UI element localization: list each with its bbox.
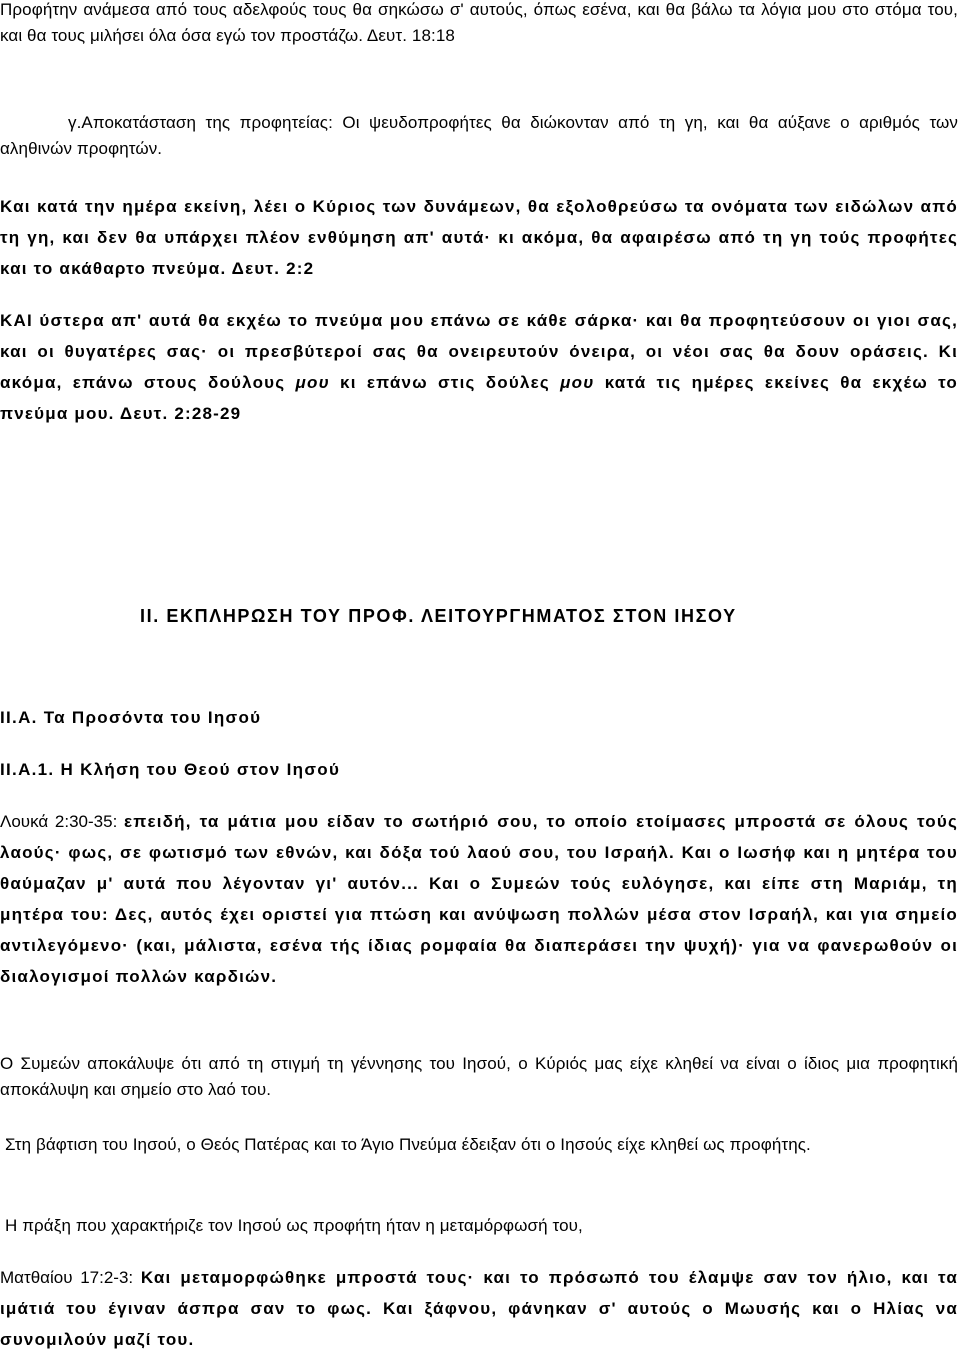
emphasis-mou: μου xyxy=(295,373,330,392)
subsubsection-heading: ΙΙ.Α.1. Η Κλήση του Θεού στον Ιησού xyxy=(0,760,341,779)
scripture-quote: Και μεταμορφώθηκε μπροστά τους· και το πρόσωπό του έλαμψε σαν τον ήλιο, και τα ιμάτιά του έγιναν άσπρα σαν το φως. Και ξάφνου, φάνηκαν σ' αυτούς ο Μωυσής και ο Ηλίας να συνομιλούν μαζί του. xyxy=(0,1268,958,1349)
paragraph-transfiguration xyxy=(0,1213,958,1239)
paragraph-simeon xyxy=(0,1051,958,1103)
scripture-reference: Ματθαίου 17:2-3: xyxy=(0,1268,141,1287)
paragraph-baptism xyxy=(0,1132,958,1158)
paragraph-text: γ.Αποκατάσταση της προφητείας: Οι ψευδοπροφήτες θα διώκονταν από τη γη, και θα αύξανε ο αριθμός των αληθινών προφητών. xyxy=(0,113,958,158)
scripture-reference: Λουκά 2:30-35: xyxy=(0,812,124,831)
paragraph-luke-2-30 xyxy=(0,806,958,992)
quote-text-part-1: ΚΑΙ ύστερα απ' αυτά θα εκχέω το πνεύμα μου επάνω σε κάθε σάρκα· και θα προφητεύσουν οι γιοι σας, και οι θυγατέρες σας· οι πρεσβύτεροί σας θα ονειρευτούν όνειρα, οι νέοι σας θα δουν οράσεις. Κι ακόμα, επάνω στους δούλους xyxy=(0,311,958,392)
subsection-heading: ΙΙ.Α. Τα Προσόντα του Ιησού xyxy=(0,708,262,727)
paragraph-quote-spirit xyxy=(0,305,958,429)
paragraph-matthew-17-2 xyxy=(0,1262,958,1355)
paragraph-text: Ο Συμεών αποκάλυψε ότι από τη στιγμή τη γέννησης του Ιησού, ο Κύριός μας είχε κληθεί να είναι ο ίδιος μια προφητική αποκάλυψη και σημείο στο λαό του. xyxy=(0,1054,958,1099)
emphasis-mou: μου xyxy=(560,373,595,392)
quote-text-part-3: κατά τις ημέρες εκείνες θα εκχέω το πνεύμα μου. Δευτ. 2:28-29 xyxy=(0,373,959,423)
paragraph-quote-idols xyxy=(0,191,958,284)
paragraph-text: Προφήτην ανάμεσα από τους αδελφούς τους θα σηκώσω σ' αυτούς, όπως εσένα, και θα βάλω τα λόγια μου στο στόμα του, και θα τους μιλήσει όλα όσα εγώ τον προστάζω. Δευτ. 18:18 xyxy=(0,0,958,45)
paragraph-restoration xyxy=(0,110,958,162)
paragraph-text: Στη βάφτιση του Ιησού, ο Θεός Πατέρας και το Άγιο Πνεύμα έδειξαν ότι ο Ιησούς είχε κληθεί ως προφήτης. xyxy=(5,1135,811,1154)
paragraph-text: Και κατά την ημέρα εκείνη, λέει ο Κύριος των δυνάμεων, θα εξολοθρεύσω τα ονόματα των ειδώλων από τη γη, και δεν θα υπάρχει πλέον ενθύμηση απ' αυτά· κι ακόμα, θα αφαιρέσω από τη γη τούς προφήτες και το ακάθαρτο πνεύμα. Δευτ. 2:2 xyxy=(0,197,958,278)
scripture-quote: επειδή, τα μάτια μου είδαν το σωτήριό σου, το οποίο ετοίμασες μπροστά σε όλους τούς λαούς· φως, σε φωτισμό των εθνών, και δόξα τού λαού σου, του Ισραήλ. Και ο Ιωσήφ και η μητέρα του θαύμαζαν μ' αυτά που λέγονταν γι' αυτόν... Και ο Συμεών τούς ευλόγησε, και είπε στη Μαριάμ, τη μητέρα του: Δες, αυτός έχει οριστεί για πτώση και ανύψωση πολλών μέσα στον Ισραήλ, και για σημείο αντιλεγόμενο· (και, μάλιστα, εσένα τής ίδιας ρομφαία θα διαπεράσει την ψυχή)· για να φανερωθούν οι διαλογισμοί πολλών καρδιών. xyxy=(0,812,958,986)
quote-text-part-2: κι επάνω στις δούλες xyxy=(329,373,561,392)
section-heading: ΙΙ. ΕΚΠΛΗΡΩΣΗ ΤΟΥ ΠΡΟΦ. ΛΕΙΤΟΥΡΓΗΜΑΤΟΣ ΣΤΟΝ ΙΗΣΟΥ xyxy=(140,606,737,626)
paragraph-text: Η πράξη που χαρακτήριζε τον Ιησού ως προφήτη ήταν η μεταμόρφωσή του, xyxy=(5,1216,583,1235)
paragraph-deut-18-18 xyxy=(0,0,958,49)
